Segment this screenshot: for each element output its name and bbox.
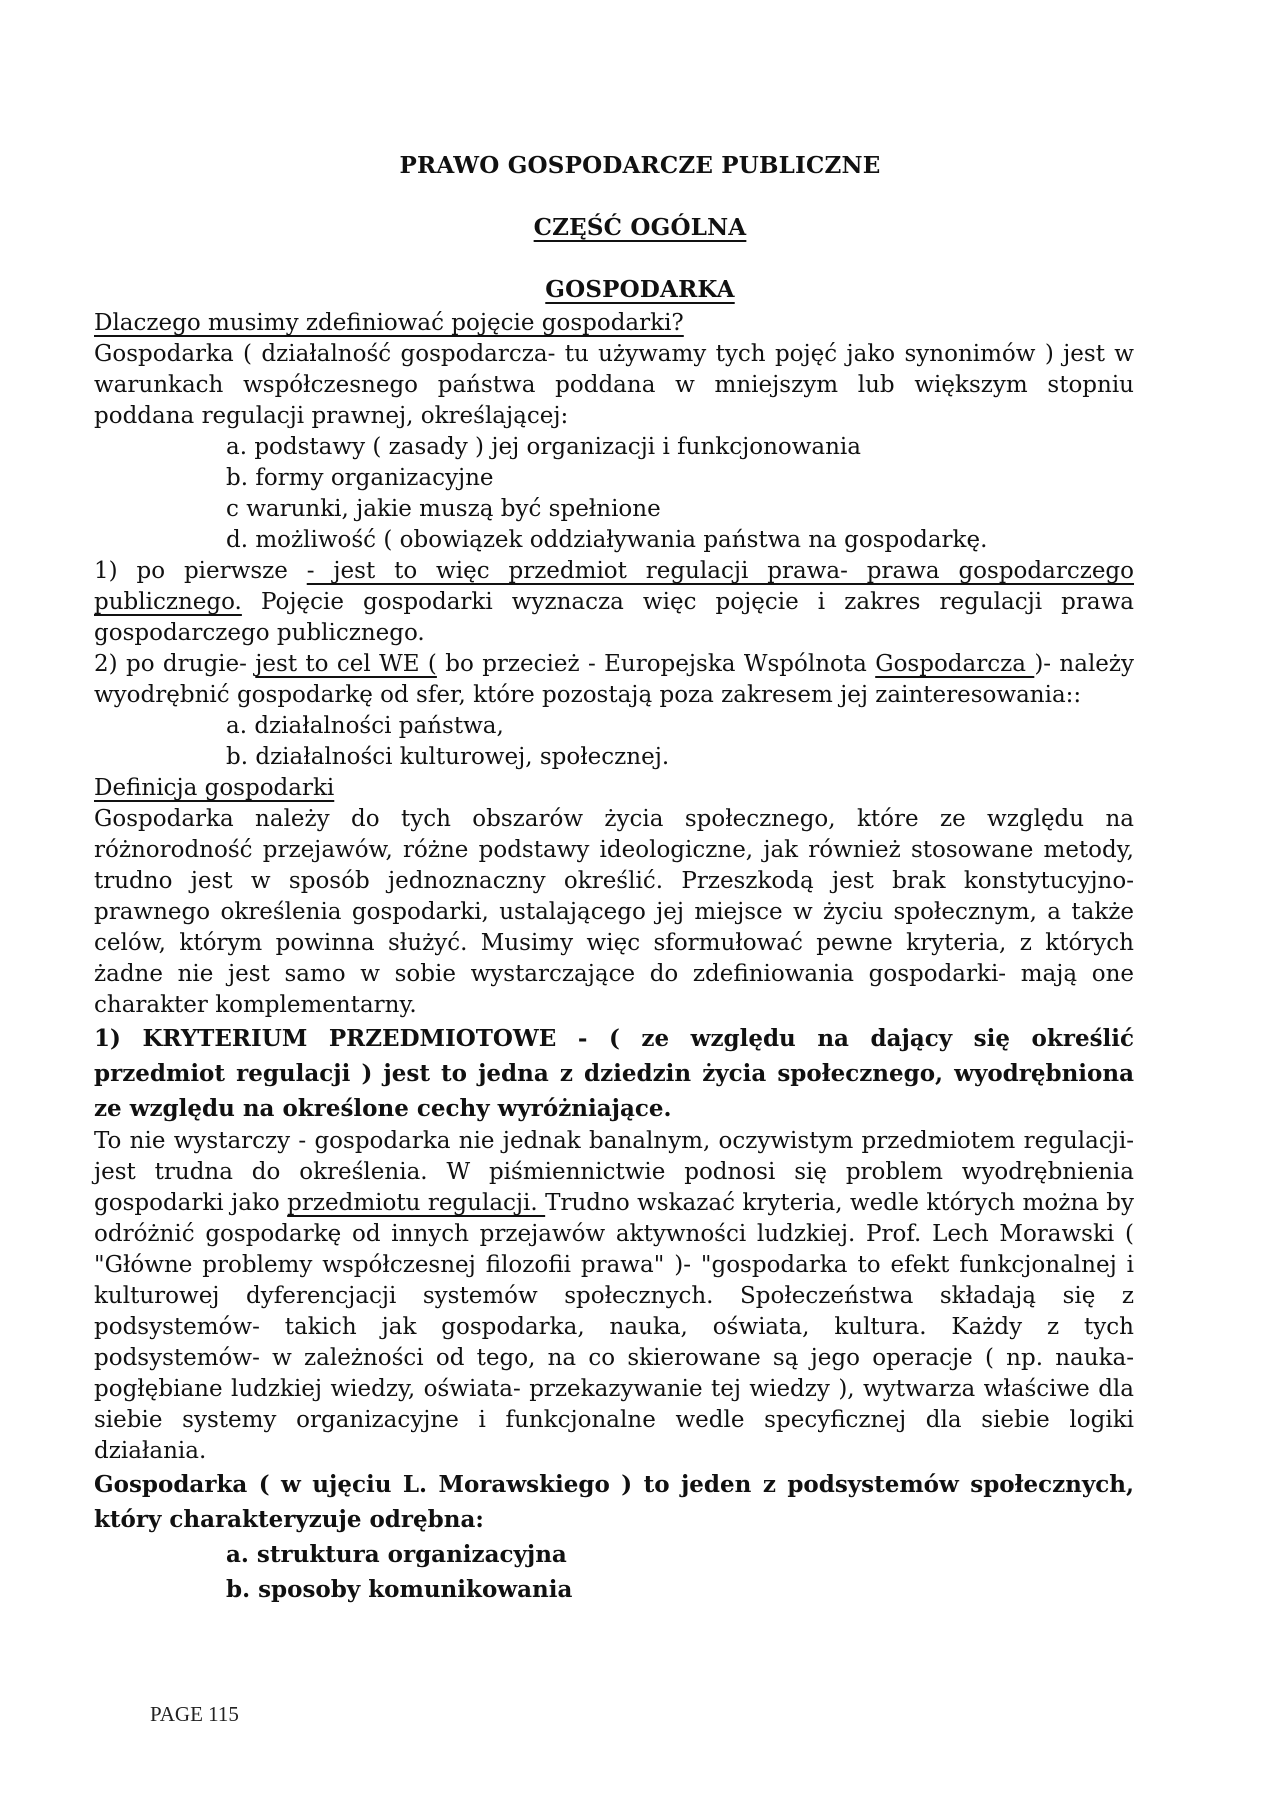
document-title: PRAWO GOSPODARCZE PUBLICZNE xyxy=(399,152,881,179)
page-number: PAGE 115 xyxy=(150,1702,239,1726)
definition-paragraph: Gospodarka należy do tych obszarów życia społecznego, które ze względu na różnorodność przejawów, różne podstawy ideologiczne, jak również stosowane metody, trudno jest w sposób jednoznaczny określić. Przeszkodą jest brak konstytucyjno- prawnego określenia gospodarki, ustalającego jej miejsce w życiu społecznym, a także celów, którym powinna służyć. Musimy więc sformułować pewne kryteria, z których żadne nie jest samo w sobie wystarczające do zdefiniowania gospodarki- mają one charakter komplementarny. xyxy=(94,806,1134,1018)
point-1-paragraph: 1) po pierwsze - jest to więc przedmiot regulacji prawa- prawa gospodarczego publicznego. Pojęcie gospodarki wyznacza więc pojęcie i zakres regulacji prawa gospodarczego publicznego. xyxy=(94,558,1135,646)
list-regulation xyxy=(94,432,1134,556)
section-heading: CZĘŚĆ OGÓLNA xyxy=(533,214,747,241)
list-item: c warunki, jakie muszą być spełnione xyxy=(226,496,661,522)
list-item: d. możliwość ( obowiązek oddziaływania państwa na gospodarkę. xyxy=(226,527,988,553)
question-heading: Dlaczego musimy zdefiniować pojęcie gospodarki? xyxy=(94,310,684,336)
document-body xyxy=(94,308,1134,1607)
list-item: a. struktura organizacyjna xyxy=(226,1541,567,1568)
list-item: b. sposoby komunikowania xyxy=(226,1576,573,1603)
criterion-paragraph: 1) KRYTERIUM PRZEDMIOTOWE - ( ze względu na dający się określić przedmiot regulacji ) jest to jedna z dziedzin życia społecznego, wyodrębniona ze względu na określone cechy wyróżniające. xyxy=(94,1025,1134,1122)
list-item: a. działalności państwa, xyxy=(226,713,504,739)
list-features xyxy=(94,1537,1134,1607)
intro-paragraph: Gospodarka ( działalność gospodarcza- tu używamy tych pojęć jako synonimów ) jest w warunkach współczesnego państwa poddana w mniejszym lub większym stopniu poddana regulacji prawnej, określającej: xyxy=(94,341,1134,429)
list-spheres xyxy=(94,711,1134,773)
morawski-definition: Gospodarka ( w ujęciu L. Morawskiego ) to jeden z podsystemów społecznych, który charakteryzuje odrębna: xyxy=(94,1471,1134,1533)
list-item: b. formy organizacyjne xyxy=(226,465,494,491)
morawski-paragraph: To nie wystarczy - gospodarka nie jednak banalnym, oczywistym przedmiotem regulacji- jest trudna do określenia. W piśmiennictwie podnosi się problem wyodrębnienia gospodarki jako przedmiotu regulacji. Trudno wskazać kryteria, wedle których można by odróżnić gospodarkę od innych przejawów aktywności ludzkiej. Prof. Lech Morawski ( "Główne problemy współczesnej filozofii prawa" )- "gospodarka to efekt funkcjonalnej i kulturowej dyferencjacji systemów społecznych. Społeczeństwa składają się z podsystemów- takich jak gospodarka, nauka, oświata, kultura. Każdy z tych podsystemów- w zależności od tego, na co skierowane są jego operacje ( np. nauka- pogłębiane ludzkiej wiedzy, oświata- przekazywanie tej wiedzy ), wytwarza właściwe dla siebie systemy organizacyjne i funkcjonalne wedle specyficznej dla siebie logiki działania. xyxy=(94,1128,1134,1464)
list-item: b. działalności kulturowej, społecznej. xyxy=(226,744,670,770)
definition-heading: Definicja gospodarki xyxy=(94,775,335,801)
list-item: a. podstawy ( zasady ) jej organizacji i funkcjonowania xyxy=(226,434,862,460)
subsection-heading: GOSPODARKA xyxy=(545,276,735,303)
point-2-paragraph: 2) po drugie- jest to cel WE ( bo przecież - Europejska Wspólnota Gospodarcza )- należy wyodrębnić gospodarkę od sfer, które pozostają poza zakresem jej zainteresowania:: xyxy=(94,651,1135,708)
